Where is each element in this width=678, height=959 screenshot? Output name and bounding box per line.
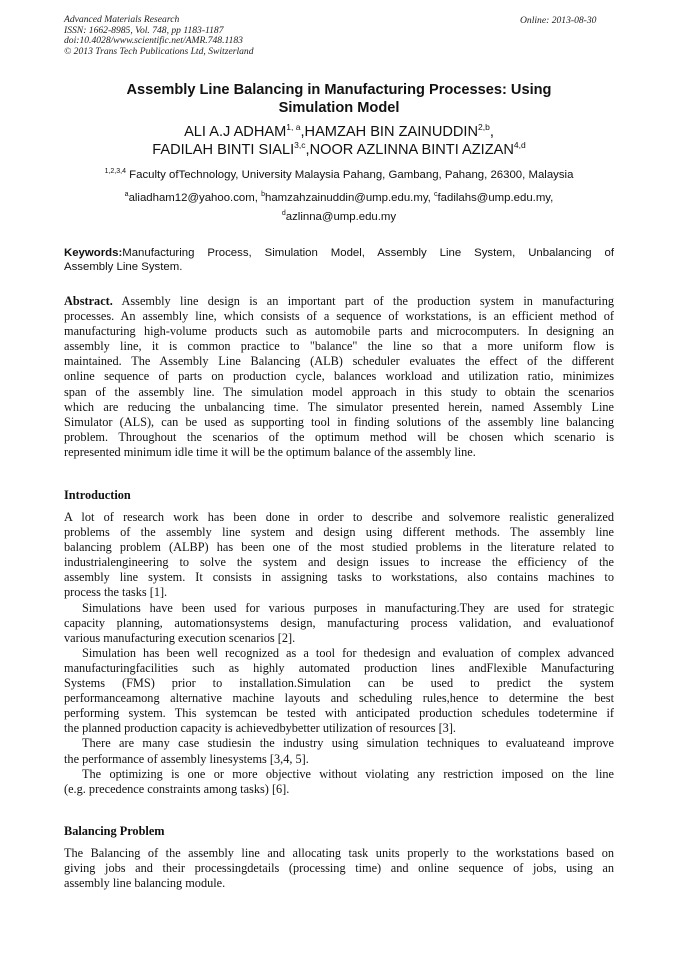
intro-line: performanceamong alternative machine layouts and scheduling rules,hence to determine the best [64, 691, 614, 706]
author-3: FADILAH BINTI SIALI [152, 142, 295, 158]
author-line-1 [64, 123, 614, 141]
author-4-sup: 4,d [513, 140, 526, 150]
abstract-line: Simulator (ALS), can be used as supporting tool in finding solutions of the assembly line balancing [64, 414, 614, 429]
keywords-line-1: Manufacturing Process, Simulation Model, Assembly Line System, Unbalancing of [122, 247, 614, 259]
affiliation [64, 168, 614, 182]
balancing-body [64, 846, 614, 891]
journal-name: Advanced Materials Research [64, 14, 180, 25]
author-1-sup: 1, a [286, 122, 301, 132]
intro-line: manufacturingfacilities such as highly automated production lines andFlexible Manufacturing [64, 660, 614, 675]
abstract-label: Abstract. [64, 294, 113, 308]
intro-line: The optimizing is one or more objective without violating any restriction imposed on the line [82, 766, 614, 781]
intro-line: balancing problem (ALBP) has been one of the most studied problems in the literature related to [64, 540, 614, 555]
intro-line: Simulation has been well recognized as a tool for thedesign and evaluation of complex advanced [82, 645, 614, 660]
email-a-sup: a [124, 191, 129, 198]
abstract-line: represented minimum idle time it will be the optimum balance of the assembly line. [64, 444, 476, 459]
intro-line: performing system. This systemcan be tested with anticipated production schedules todetermine if [64, 706, 614, 721]
email-c-sup: c [434, 191, 438, 198]
intro-line: A lot of research work has been done in order to describe and solvemore realistic generalized [64, 510, 614, 524]
email-line-2 [64, 210, 614, 224]
balancing-heading: Balancing Problem [64, 824, 165, 838]
abstract-line: assembly line, it is common practice to "balance" the line so that a more uniform flow is [64, 339, 614, 354]
abstract-line: online sequence of parts on production cycle, balances workload and utilization ratio, minimizes [64, 369, 614, 384]
introduction-body [64, 510, 614, 797]
affiliation-text: Faculty ofTechnology, University Malaysia Pahang, Gambang, Pahang, 26300, Malaysia [125, 169, 574, 181]
title-line-2: Simulation Model [278, 99, 400, 116]
abstract [64, 294, 614, 460]
intro-line: There are many case studiesin the industry using simulation techniques to evaluateand improve [82, 736, 614, 751]
intro-line: Simulations have been used for various purposes in manufacturing.They are used for strategic [82, 600, 614, 615]
copyright-line: © 2013 Trans Tech Publications Ltd, Switzerland [64, 45, 254, 57]
abstract-line: manufacturing high-volume products such as automobile parts and microcomputers. In designing an [64, 324, 614, 339]
issn-line: ISSN: 1662-8985, Vol. 748, pp 1183-1187 [64, 24, 224, 36]
email-b: hamzahzainuddin@ump.edu.my, [264, 192, 434, 204]
email-a: aliadham12@yahoo.com, [128, 192, 262, 204]
email-d: azlinna@ump.edu.my [285, 211, 397, 223]
intro-line: problems of the assembly line system and design using different methods. The assembly line [64, 525, 614, 540]
keywords-label: Keywords: [64, 247, 123, 259]
title-line-1: Assembly Line Balancing in Manufacturing Processes: Using [126, 82, 552, 98]
online-date: Online: 2013-08-30 [520, 15, 597, 26]
intro-line: various manufacturing execution scenarios [2]. [64, 630, 296, 645]
email-c: fadilahs@ump.edu.my, [437, 192, 554, 204]
abstract-line: processes. An assembly line, which consists of a sequence of workstations, is an efficient method of [64, 309, 614, 324]
intro-line: industrialengineering to solve the system and design issues to increase the efficiency of the [64, 555, 614, 570]
doi-line: doi:10.4028/www.scientific.net/AMR.748.1183 [64, 35, 243, 46]
author-line-2 [64, 141, 614, 159]
intro-line: (e.g. precedence constraints among tasks) [6]. [64, 781, 290, 796]
email-d-sup: d [281, 210, 286, 217]
author-2-sup: 2,b [478, 122, 490, 132]
abstract-line: Assembly line design is an important part of the production system in manufacturing [112, 294, 614, 308]
email-b-sup: b [261, 191, 265, 198]
intro-line: process the tasks [1]. [64, 585, 168, 600]
paper-title [64, 82, 614, 117]
author-3-sup: 3,c [294, 140, 306, 150]
author-1: ALI A.J ADHAM [184, 124, 287, 140]
balancing-line: The Balancing of the assembly line and allocating task units properly to the workstations based on [64, 846, 614, 860]
intro-line: the planned production capacity is achievedbybetter utilization of resources [3]. [64, 721, 456, 736]
balancing-line: assembly line balancing module. [64, 876, 226, 891]
affiliation-sup: 1,2,3,4 [104, 168, 126, 175]
intro-line: Systems (FMS) prior to installation.Simulation can be used to predict the system [64, 676, 614, 691]
intro-line: the performance of assembly linesystems [3,4, 5]. [64, 751, 309, 766]
introduction-heading: Introduction [64, 488, 131, 502]
keywords-line-2: Assembly Line System. [64, 261, 183, 273]
author-2-tail: , [489, 124, 494, 140]
intro-line: assembly line system. It consists in assigning tasks to workstations, also contains machines to [64, 570, 614, 585]
abstract-line: problem. Throughout the scenarios of the optimum method will be chosen which scenario is [64, 429, 614, 444]
author-2: ,HAMZAH BIN ZAINUDDIN [300, 124, 479, 140]
abstract-line: maintained. The Assembly Line Balancing (ALB) scheduler evaluates the effect of the different [64, 354, 614, 369]
keywords [64, 246, 614, 274]
author-4: ,NOOR AZLINNA BINTI AZIZAN [305, 142, 514, 158]
balancing-line: giving jobs and their processingdetails (processing time) and online sequence of jobs, using an [64, 861, 614, 876]
abstract-line: span of the assembly line. The simulation model approach in this study to obtain the scenarios [64, 384, 614, 399]
abstract-line: which are reducing the unbalancing time. The simulator presented herein, named Assembly Line [64, 399, 614, 414]
email-line-1 [64, 191, 614, 205]
intro-line: capacity planning, automationsystems design, manufacturing process validation, and evaluationof [64, 615, 614, 630]
